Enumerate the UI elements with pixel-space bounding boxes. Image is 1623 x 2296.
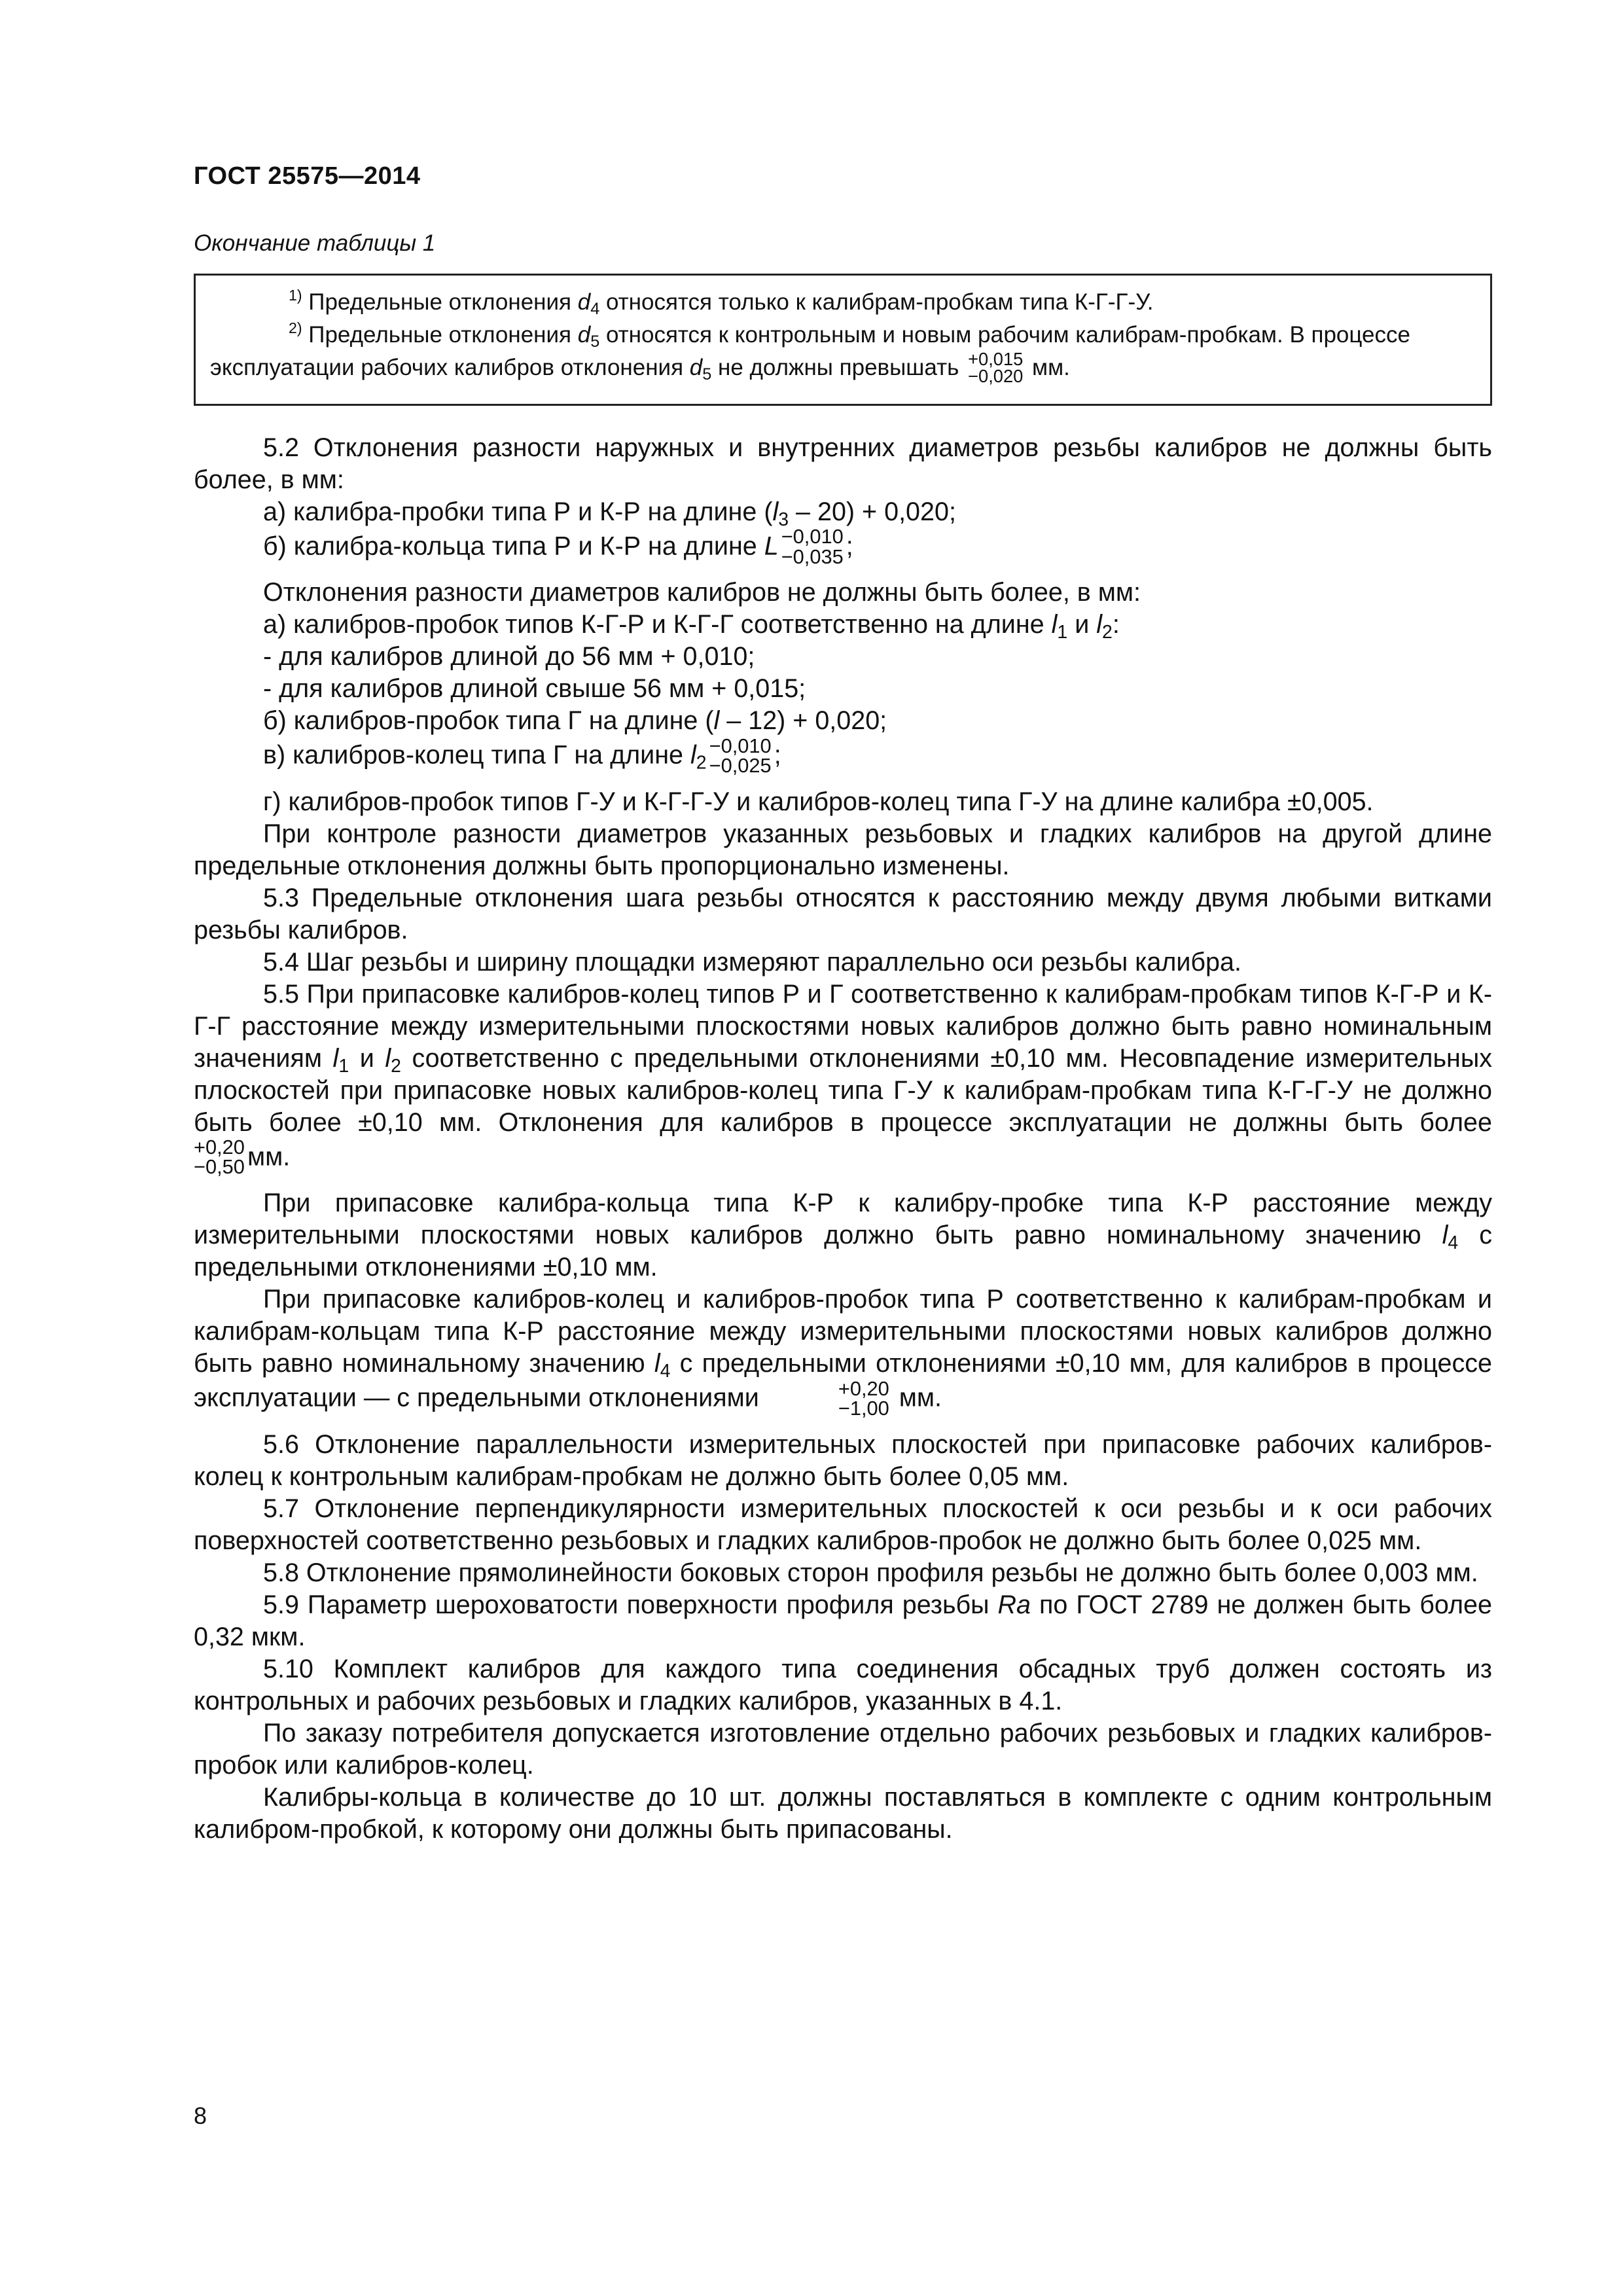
list-item-g: г) калибров-пробок типов Г-У и К-Г-Г-У и калибров-колец типа Г-У на длине калибра ±0,005. (263, 787, 1374, 816)
paragraph-5-2: 5.2 Отклонения разности наружных и внутренних диаметров резьбы калибров не должны быть более, в мм: (194, 433, 1492, 494)
page-number: 8 (194, 2102, 207, 2129)
footnote-1: $^{1)}$ Предельные отклонения $d_4$ относятся только к калибрам-пробкам типа К-Г-Г-У. (289, 287, 1154, 319)
list-item-a-2: - для калибров длиной свыше 56 мм + 0,015; (263, 674, 806, 704)
tolerance: +0,015 −0,020 (968, 348, 1024, 387)
paragraph-5-9: 5.9 Параметр шероховатости поверхности профиля резьбы Ra по ГОСТ 2789 не должен быть более 0,32 мкм. (194, 1590, 1492, 1651)
paragraph-5-7: 5.7 Отклонение перпендикулярности измерительных плоскостей к оси резьбы и к оси рабочих поверхностей соответственно резьбовых и гладких калибров-пробок не должно быть более 0,025 мм. (194, 1494, 1492, 1555)
paragraph-diameter-intro: Отклонения разности диаметров калибров не должны быть более, в мм: (263, 578, 1141, 607)
tolerance: −0,010 −0,025 (709, 734, 772, 778)
paragraph-5-4: 5.4 Шаг резьбы и ширину площадки измеряют параллельно оси резьбы калибра. (263, 947, 1241, 977)
paragraph-5-5: 5.5 При припасовке калибров-колец типов Р и Г соответственно к калибрам-пробкам типов К-Г-Р и К-Г-Г расстояние между измерительными плоскостями новых калибров должно быть равно номинальным значениям $l_1$ и $l_2$ соответственно с предельными отклонениями ±0,10 мм. Несовпадение измерительных плоскостей при припасовке новых калибров-колец типа Г-У к калибрам-пробкам типа К-Г-Г-У не должно быть более ±0,10 мм. Отклонения для калибров в процессе эксплуатации не должны быть более (194, 979, 1492, 1137)
paragraph-5-3: 5.3 Предельные отклонения шага резьбы относятся к расстоянию между двумя любыми витками резьбы калибров. (194, 883, 1492, 944)
list-item-a: а) калибров-пробок типов К-Г-Р и К-Г-Г соответственно на длине $l_1$ и $l_2$: (263, 610, 1120, 643)
paragraph-5-6: 5.6 Отклонение параллельности измерительных плоскостей при припасовке рабочих калибров-колец к контрольным калибрам-пробкам не должно быть более 0,05 мм. (194, 1429, 1492, 1491)
paragraph-5-8: 5.8 Отклонение прямолинейности боковых сторон профиля резьбы не должно быть более 0,003 мм. (263, 1558, 1478, 1587)
document-body (194, 432, 1492, 1846)
list-item-a-1: - для калибров длиной до 56 мм + 0,010; (263, 642, 755, 672)
list-item-5-2-a: а) калибра-пробки типа Р и К-Р на длине $(l_3 - 20) + 0,020$; (263, 497, 956, 530)
footnote-2-continued: эксплуатации рабочих калибров отклонения $d_5$ не должны превышать +0,015 −0,020 мм. (210, 348, 1070, 387)
paragraph-r: При припасовке калибров-колец и калибров-пробок типа Р соответственно к калибрам-пробкам и калибрам-кольцам типа К-Р расстояние между измерительными плоскостями новых калибров должно быть равно номинальному значению $l_4$ с предельными отклонениями ±0,10 мм, для калибров в процессе эксплуатации — с предельными отклонениями +0,20 −1,00 мм. (194, 1285, 1492, 1420)
paragraph-rings: Калибры-кольца в количестве до 10 шт. должны поставляться в комплекте с одним контрольным калибром-пробкой, к которому они должны быть припасованы. (194, 1782, 1492, 1844)
table-caption: Окончание таблицы 1 (194, 230, 436, 256)
tolerance: +0,20 −0,50 (194, 1136, 245, 1179)
paragraph-5-10: 5.10 Комплект калибров для каждого типа соединения обсадных труб должен состоять из контрольных и рабочих резьбовых и гладких калибров, указанных в 4.1. (194, 1654, 1492, 1715)
paragraph-control: При контроле разности диаметров указанных резьбовых и гладких калибров на другой длине предельные отклонения должны быть пропорционально изменены. (194, 819, 1492, 880)
list-item-5-2-b: б) калибра-кольца типа Р и К-Р на длине L −0,010 −0,035 ; (263, 525, 853, 568)
table-footnotes (194, 274, 1492, 406)
tolerance: +0,20 −1,00 (838, 1376, 889, 1420)
tolerance: −0,010 −0,035 (781, 525, 844, 568)
paragraph-5-5-tolerance: +0,20 −0,50 мм. (194, 1136, 291, 1179)
list-item-b: б) калибров-пробок типа Г на длине (l – 12) + 0,020; (263, 706, 887, 736)
paragraph-kr: При припасовке калибра-кольца типа К-Р к калибру-пробке типа К-Р расстояние между измерительными плоскостями новых калибров должно быть равно номинальному значению $l_4$ с предельными отклонениями ±0,10 мм. (194, 1189, 1492, 1282)
list-item-v: в) калибров-колец типа Г на длине $l_2$ −0,010 −0,025 ; (263, 734, 781, 778)
paragraph-order: По заказу потребителя допускается изготовление отдельно рабочих резьбовых и гладких калибров-пробок или калибров-колец. (194, 1718, 1492, 1780)
footnote-2: $^{2)}$ Предельные отклонения $d_5$ относятся к контрольным и новым рабочим калибрам-пробкам. В процессе (289, 319, 1410, 351)
document-header: ГОСТ 25575—2014 (194, 162, 421, 190)
